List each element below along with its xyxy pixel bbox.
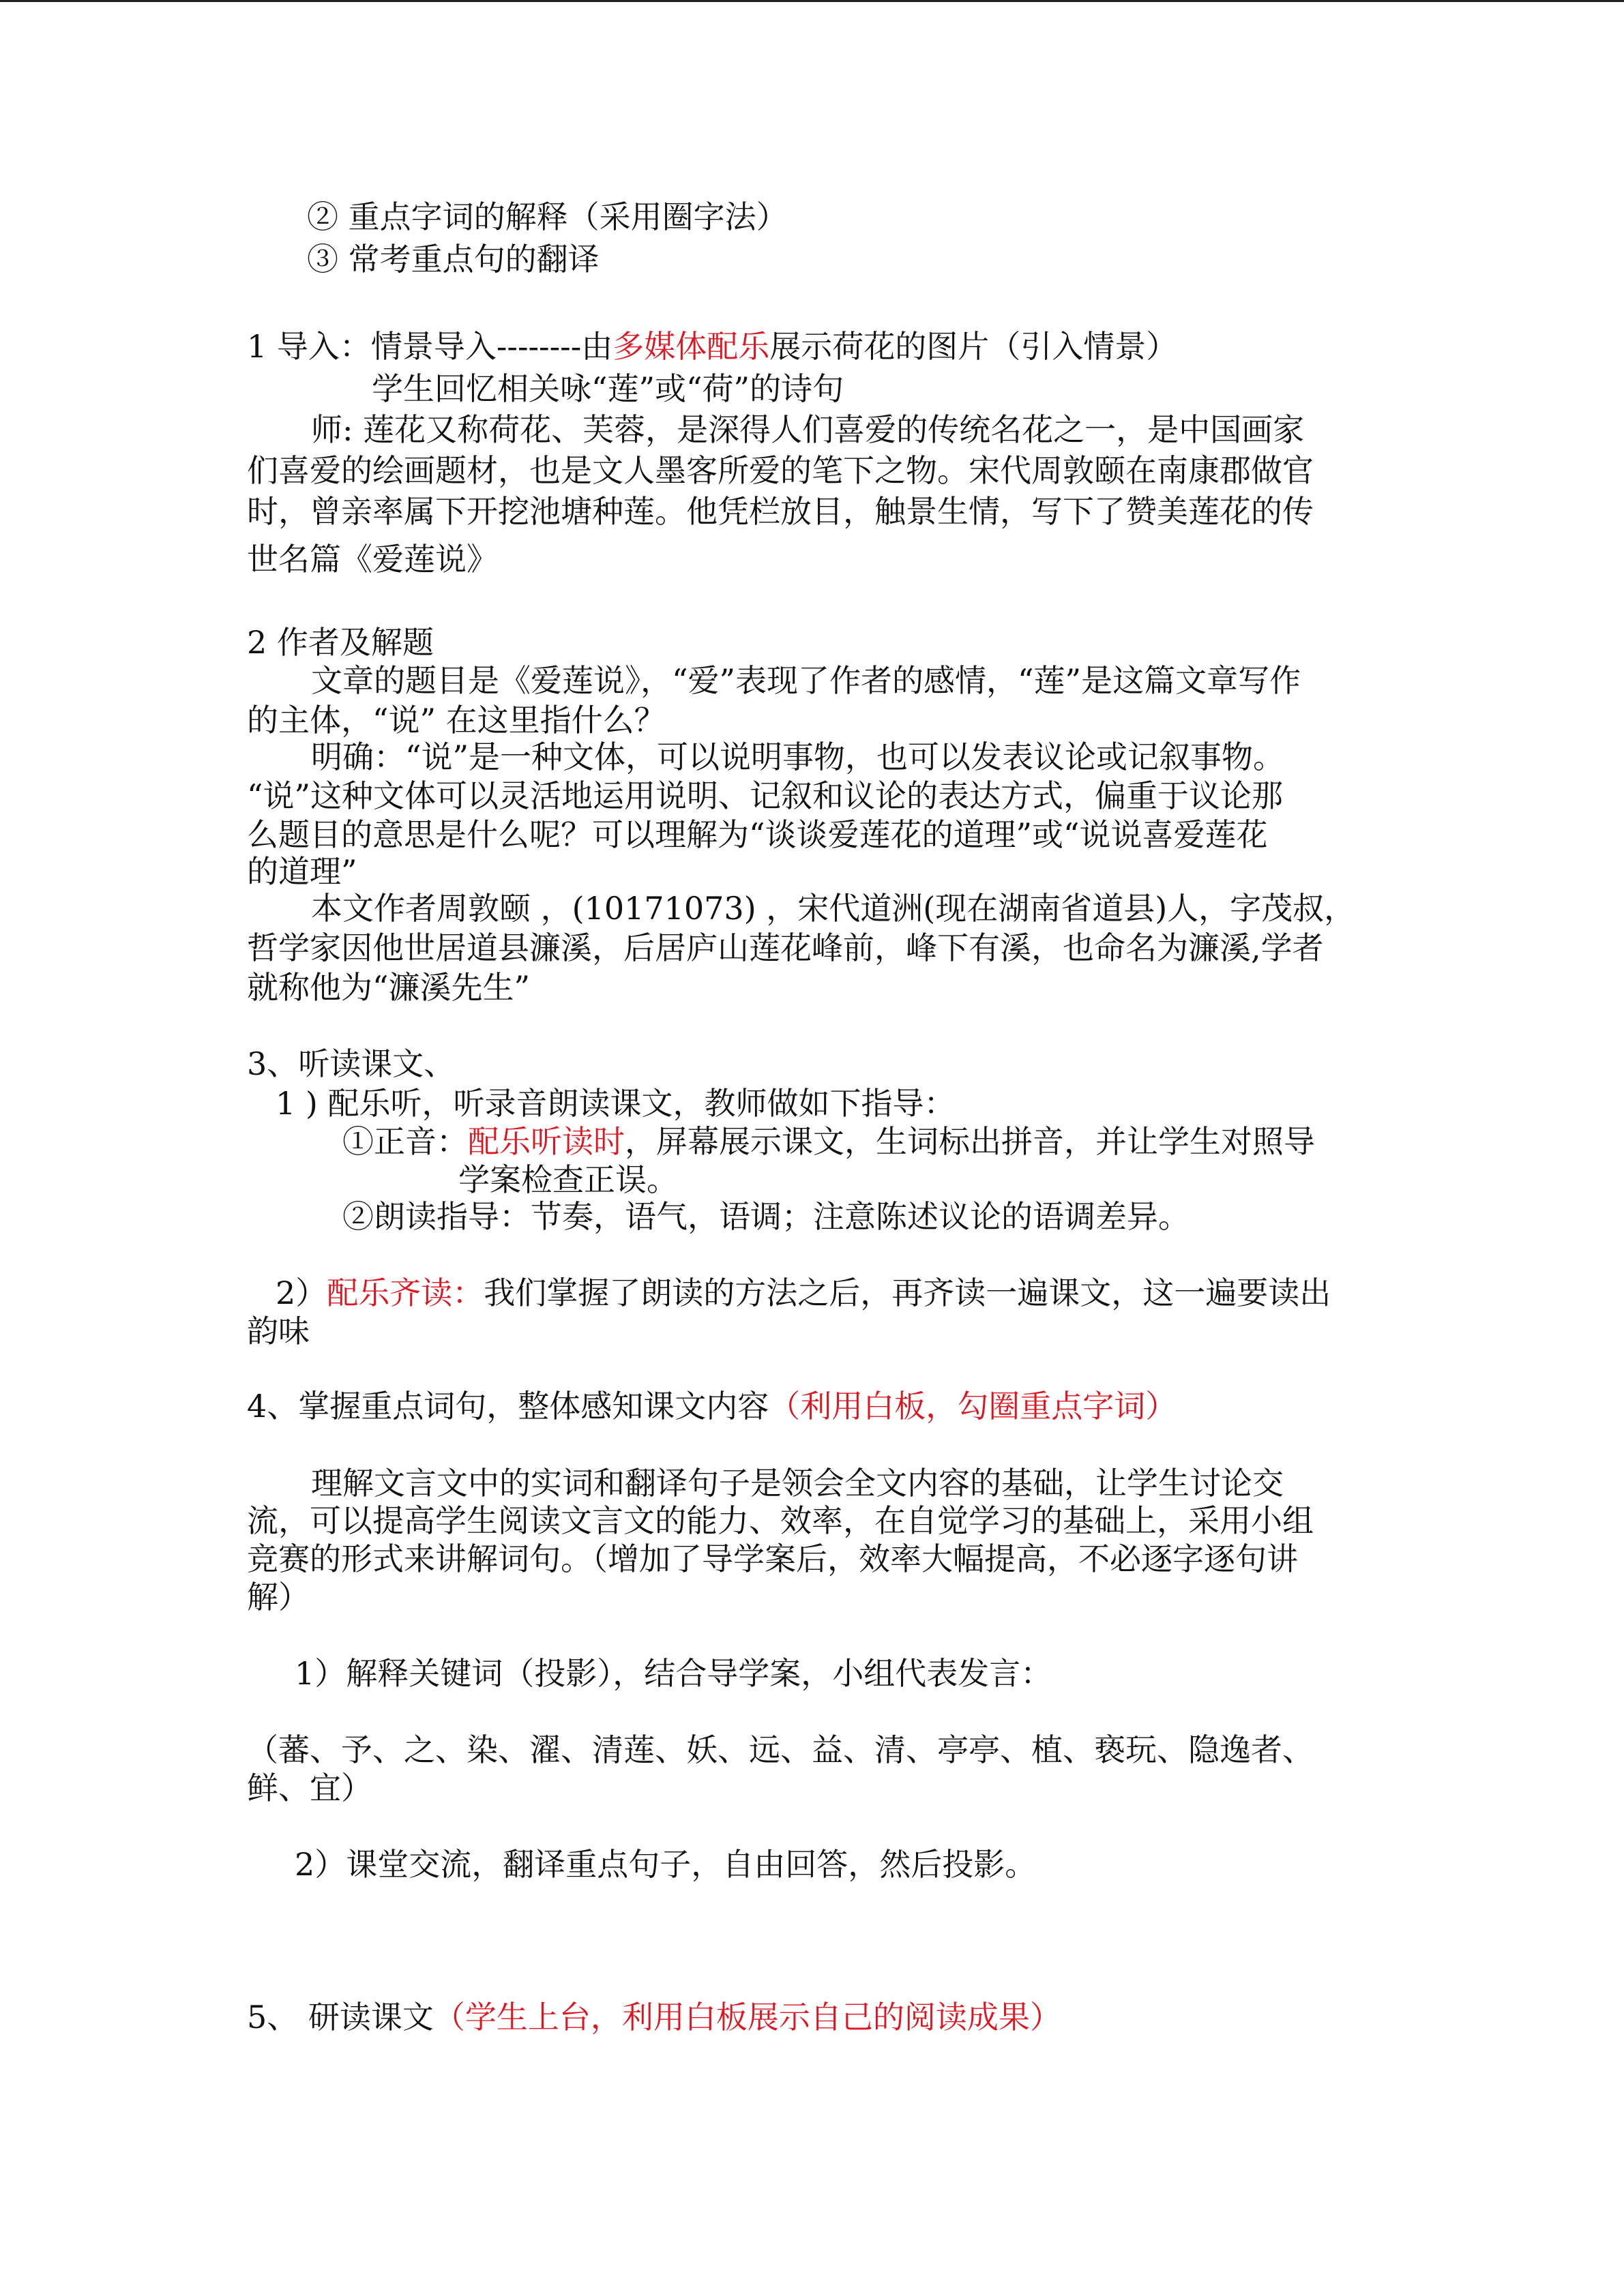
text: 3、听读课文、 [247,1045,456,1082]
text: “说”这种文体可以灵活地运用说明、记叙和议论的表达方式，偏重于议论那 [247,777,1284,814]
paragraph-line [372,368,844,409]
text: 哲学家因他世居道县濂溪，后居庐山莲花峰前，峰下有溪，也命名为濂溪,学者 [247,929,1324,966]
text: 2）课堂交流，翻译重点句子，自由回答，然后投影。 [295,1846,1037,1883]
paragraph-line [295,1844,1036,1885]
text: 学生回忆相关咏“莲”或“荷”的诗句 [372,370,844,407]
paragraph-line [247,539,498,580]
text: 展示荷花的图片（引入情景） [769,328,1178,365]
paragraph-line [247,967,530,1008]
section-2-heading [247,622,434,663]
paragraph-line [276,1083,955,1124]
text: 么题目的意思是什么呢？可以理解为“谈谈爱莲花的道理”或“说说喜爱莲花 [247,816,1268,853]
text: （蕃、予、之、染、濯、清莲、妖、远、益、清、亭亭、植、亵玩、隐逸者、 [247,1731,1314,1768]
paragraph-line [247,1768,372,1808]
paragraph-line [295,1653,1052,1694]
text: 韵味 [247,1313,310,1350]
paragraph-line [458,1159,678,1200]
paragraph-line [247,851,357,892]
text: ② 重点字词的解释（采用圈字法） [307,198,788,235]
text: 2） [276,1274,327,1311]
highlight-text: （学生上台，利用白板展示自己的阅读成果） [433,1999,1061,2036]
page-top-border [0,0,1624,2]
text: 理解文言文中的实词和翻译句子是领会全文内容的基础，让学生讨论交 [311,1465,1284,1502]
text: ①正音： [342,1123,468,1160]
text: 2 作者及解题 [247,624,434,661]
paragraph-line [247,491,1314,532]
paragraph-line [311,888,1355,929]
paragraph-line [247,1311,310,1352]
text: 明确：“说”是一种文体，可以说明事物，也可以发表议论或记叙事物。 [311,739,1285,775]
paragraph-line [276,1272,1331,1313]
section-1-heading [247,326,1177,367]
text: 本文作者周敦颐 ，(10171073) ，宋代道洲(现在湖南省道县)人，字茂叔， [311,890,1356,927]
text: ②朗读指导：节奏，语气，语调；注意陈述议论的语调差异。 [342,1198,1190,1235]
text: 们喜爱的绘画题材，也是文人墨客所爱的笔下之物。宋代周敦颐在南康郡做官 [247,452,1314,489]
text: ，屏幕展示课文，生词标出拼音，并让学生对照导 [625,1123,1315,1160]
text: 师: 莲花又称荷花、芙蓉，是深得人们喜爱的传统名花之一，是中国画家 [311,411,1305,448]
text: 竞赛的形式来讲解词句。（增加了导学案后，效率大幅提高，不必逐字逐句讲 [247,1540,1298,1577]
paragraph-line [311,736,1284,777]
text: 我们掌握了朗读的方法之后，再齐读一遍课文，这一遍要读出 [484,1274,1331,1311]
highlight-text: 配乐听读时 [468,1123,625,1160]
section-4-heading [247,1386,1177,1427]
paragraph-line [247,775,1283,816]
paragraph-line [247,1729,1314,1770]
section-3-heading [247,1043,455,1084]
text: 学案检查正误。 [458,1161,678,1198]
text: 1）解释关键词（投影），结合导学案，小组代表发言： [295,1655,1052,1692]
section-5-heading [247,1997,1061,2038]
paragraph-line [247,700,666,741]
text: 时，曾亲率属下开挖池塘种莲。他凭栏放目，触景生情，写下了赞美莲花的传 [247,493,1314,530]
text: 世名篇《爱莲说》 [247,541,498,578]
text: 文章的题目是《爱莲说》，“爱”表现了作者的感情，“莲”是这篇文章写作 [311,662,1301,699]
text: 5、 研读课文 [247,1999,434,2036]
paragraph-line [247,450,1314,491]
highlight-text: （利用白板，勾圈重点字词） [769,1388,1177,1425]
paragraph-line [311,660,1301,701]
paragraph-line [247,814,1268,855]
paragraph-line [247,1577,310,1617]
paragraph-line [247,1500,1314,1541]
text: 的主体，“说” 在这里指什么？ [247,702,666,739]
text: 鲜、宜） [247,1770,372,1806]
text: 的道理” [247,853,357,890]
text: 流，可以提高学生阅读文言文的能力、效率，在自觉学习的基础上，采用小组 [247,1502,1314,1539]
highlight-text: 配乐齐读： [327,1274,484,1311]
paragraph-line [311,1463,1284,1504]
paragraph-line [342,1121,1315,1162]
outline-item-3 [307,239,600,280]
text: 解） [247,1579,310,1615]
outline-item-2 [307,196,788,237]
paragraph-line [311,409,1304,450]
paragraph-line [247,1538,1298,1579]
text: ③ 常考重点句的翻译 [307,241,600,278]
paragraph-line [342,1196,1190,1237]
text: 4、掌握重点词句，整体感知课文内容 [247,1388,769,1425]
text: 1 ) 配乐听，听录音朗读课文，教师做如下指导： [276,1085,956,1122]
text: 1 导入：情景导入--------由 [247,328,613,365]
highlight-text: 多媒体配乐 [612,328,770,365]
paragraph-line [247,927,1324,968]
text: 就称他为“濂溪先生” [247,969,531,1006]
